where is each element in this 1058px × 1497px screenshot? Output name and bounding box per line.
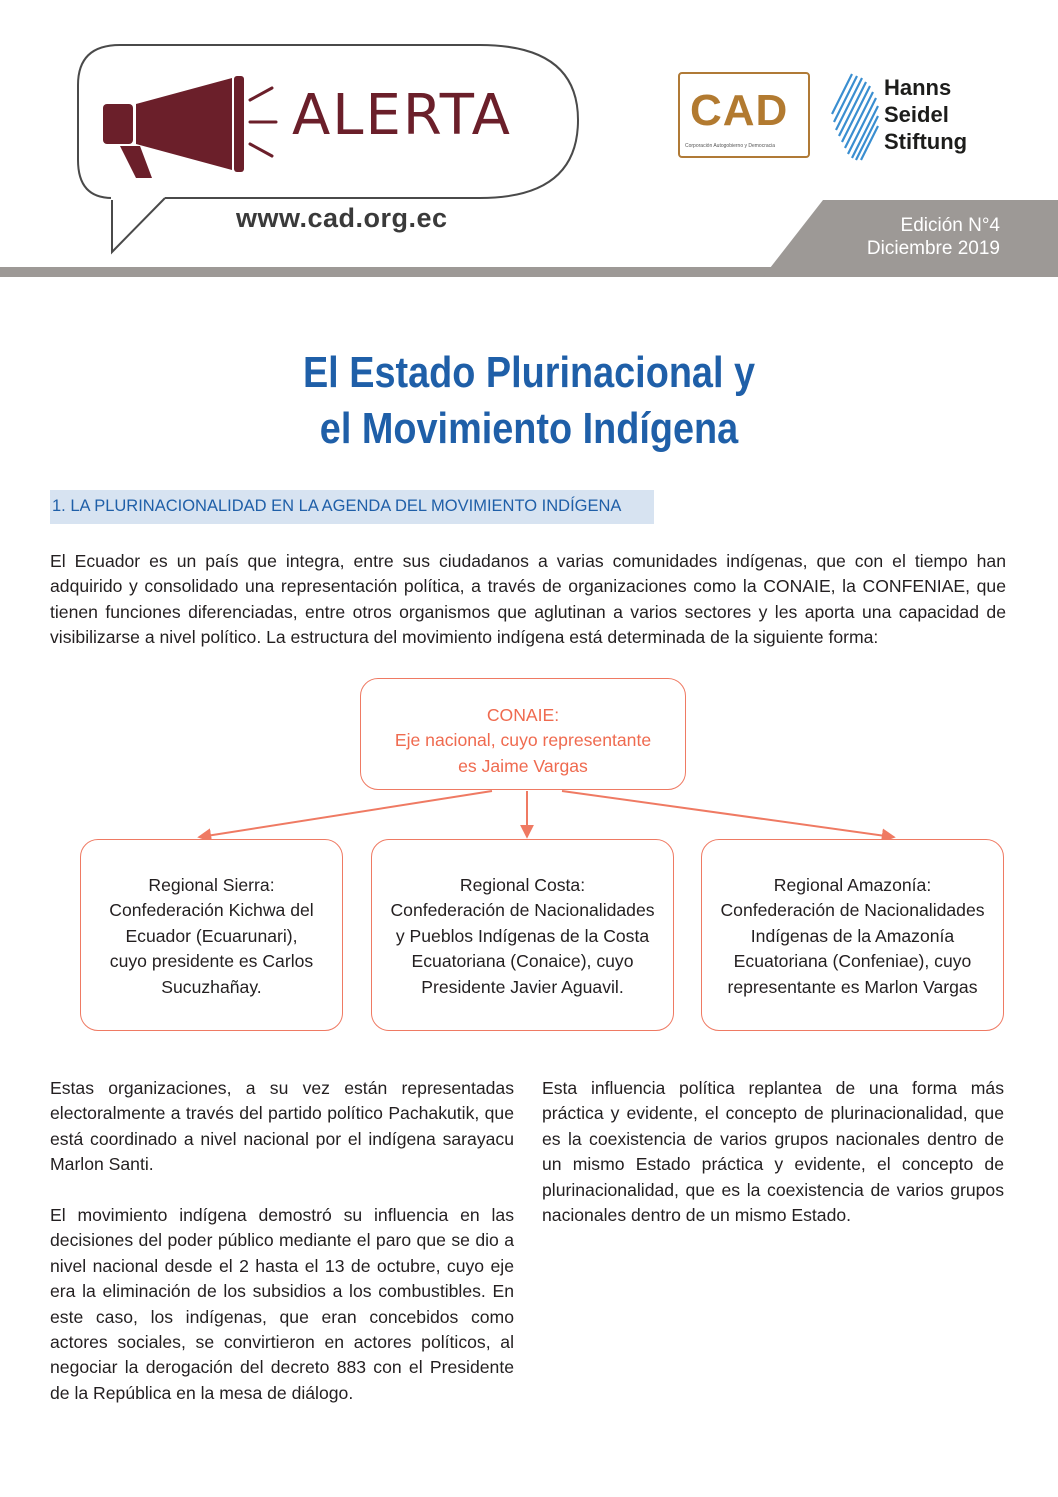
website-link[interactable]: www.cad.org.ec: [236, 203, 448, 233]
sierra-line: Regional Sierra:: [148, 875, 275, 895]
cad-logo-text: CAD: [690, 86, 789, 135]
sierra-line: Ecuador (Ecuarunari),: [125, 925, 298, 946]
intro-paragraph: El Ecuador es un país que integra, entre sus ciudadanos a varias comunidades indígenas, que con el tiempo han adquirido y consolidado una representación política, a través de organizaciones como la CONAIE, la CONFENIAE, que tienen funciones diferenciadas, entre otros organismos que aglutinan a varios sectores y les aporta una capacidad de visibilizarse a nivel político. La estructura del movimiento indígena está determinada de la siguiente forma:: [50, 551, 1006, 648]
hss-line-1: Hanns: [884, 75, 952, 100]
hss-line-3: Stiftung: [884, 129, 968, 154]
body-column-left: [50, 1076, 514, 1432]
conaie-line-1: CONAIE:: [486, 705, 560, 725]
amazonia-line: Regional Amazonía:: [773, 875, 932, 895]
conaie-line-2: Eje nacional, cuyo representante: [394, 730, 652, 751]
regional-costa-text: [375, 873, 670, 1000]
conaie-text: [364, 703, 682, 779]
body-paragraph: El movimiento indígena demostró su influencia en las decisiones del poder público mediante el paro que se dio a nivel nacional desde el 2 hasta el 13 de octubre, cuyo eje era la eliminación de los subsidios a los combustibles. En este caso, los indígenas, que eran concebidos como actores sociales, se convirtieron en actores políticos, al negociar la derogación del decreto 883 con el Presidente de la República en la mesa de diálogo.: [50, 1205, 514, 1403]
amazonia-line: Confederación de Nacionalidades: [720, 900, 985, 921]
edition-number: Edición N°4: [900, 215, 1000, 236]
conaie-line-3: es Jaime Vargas: [458, 755, 588, 776]
costa-line: Ecuatoriana (Conaice), cuyo: [411, 951, 634, 972]
regional-amazonia-text: [705, 873, 1000, 1000]
sierra-line: Sucuzhañay.: [161, 976, 262, 997]
regional-sierra-text: [84, 873, 339, 1000]
costa-line: Confederación de Nacionalidades: [390, 900, 655, 921]
amazonia-line: Indígenas de la Amazonía: [750, 925, 955, 946]
costa-line: y Pueblos Indígenas de la Costa: [395, 925, 650, 946]
section-heading: 1. LA PLURINACIONALIDAD EN LA AGENDA DEL MOVIMIENTO INDÍGENA: [52, 497, 622, 515]
body-paragraph: Esta influencia política replantea de una forma más práctica y evidente, el concepto de plurinacionalidad, que es la coexistencia de varios grupos nacionales dentro de un mismo Estado práctica y evidente, el concepto de plurinacionalidad, que es la coexistencia de varios grupos nacionales dentro de un mismo Estado.: [542, 1078, 1004, 1226]
sierra-line: cuyo presidente es Carlos: [109, 951, 314, 972]
alert-word: ALERTA: [292, 83, 512, 148]
amazonia-line: Ecuatoriana (Confeniae), cuyo: [733, 951, 972, 972]
body-column-right: [542, 1076, 1004, 1254]
edition-date: Diciembre 2019: [866, 238, 1000, 259]
sierra-line: Confederación Kichwa del: [109, 900, 314, 921]
costa-line: Regional Costa:: [459, 875, 586, 895]
body-paragraph: Estas organizaciones, a su vez están representadas electoralmente a través del partido político Pachakutik, que está coordinado a nivel nacional por el indígena sarayacu Marlon Santi.: [50, 1078, 514, 1175]
amazonia-line: representante es Marlon Vargas: [727, 976, 978, 997]
title-line-2: el Movimiento Indígena: [319, 404, 739, 453]
hss-line-2: Seidel: [884, 102, 949, 127]
cad-logo-subtitle: Corporación Autogobierno y Democracia: [685, 143, 776, 149]
costa-line: Presidente Javier Aguavil.: [421, 976, 624, 997]
title-line-1: El Estado Plurinacional y: [302, 348, 756, 397]
